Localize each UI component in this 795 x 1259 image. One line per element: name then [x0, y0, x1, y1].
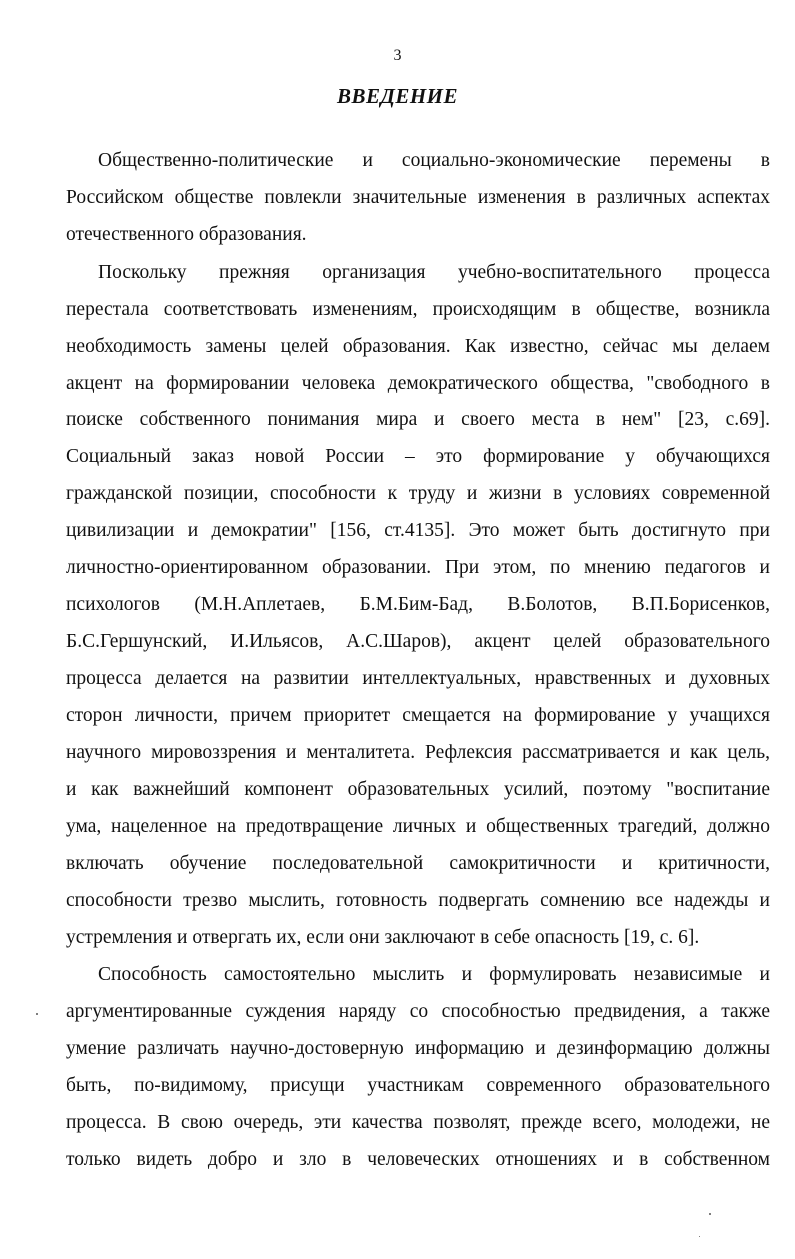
paragraph-line: гражданской позиции, способности к труду и жизни в условиях современной: [66, 483, 770, 504]
paragraph-line: Б.С.Гершунский, И.Ильясов, А.С.Шаров), акцент целей образовательного: [66, 631, 770, 652]
section-heading: ВВЕДЕНИЕ: [336, 84, 459, 108]
paragraph-line: Поскольку прежняя организация учебно-воспитательного процесса: [98, 262, 770, 283]
paragraph-line: психологов (М.Н.Аплетаев, Б.М.Бим-Бад, В.Болотов, В.П.Борисенков,: [66, 594, 770, 615]
paragraph-line: и как важнейший компонент образовательных усилий, поэтому "воспитание: [66, 779, 770, 800]
paragraph-line: перестала соответствовать изменениям, происходящим в обществе, возникла: [66, 299, 770, 320]
paragraph-line: Российском обществе повлекли значительные изменения в различных аспектах: [66, 187, 770, 208]
paragraph-line: процесса. В свою очередь, эти качества позволят, прежде всего, молодежи, не: [66, 1112, 770, 1133]
paragraph-line: личностно-ориентированном образовании. При этом, по мнению педагогов и: [66, 557, 770, 578]
paragraph-line: только видеть добро и зло в человеческих отношениях и в собственном: [66, 1149, 770, 1170]
paragraph-line: ума, нацеленное на предотвращение личных и общественных трагедий, должно: [66, 816, 770, 837]
paragraph-line: процесса делается на развитии интеллектуальных, нравственных и духовных: [66, 668, 770, 689]
scan-speck: [709, 1213, 711, 1215]
paragraph-line: аргументированные суждения наряду со способностью предвидения, а также: [66, 1001, 770, 1022]
paragraph-line: умение различать научно-достоверную информацию и дезинформацию должны: [66, 1038, 770, 1059]
paragraph-line: Способность самостоятельно мыслить и формулировать независимые и: [98, 964, 770, 985]
paragraph-line: способности трезво мыслить, готовность подвергать сомнению все надежды и: [66, 890, 770, 911]
paragraph-line: включать обучение последовательной самокритичности и критичности,: [66, 853, 770, 874]
paragraph-line: сторон личности, причем приоритет смещается на формирование у учащихся: [66, 705, 770, 726]
paragraph-line: научного мировоззрения и менталитета. Рефлексия рассматривается и как цель,: [66, 742, 770, 763]
paragraph-line: Общественно-политические и социально-экономические перемены в: [98, 150, 770, 171]
paragraph-line: поиске собственного понимания мира и своего места в нем" [23, с.69].: [66, 409, 770, 430]
scan-speck: [699, 1236, 700, 1237]
paragraph-line: отечественного образования.: [66, 224, 307, 245]
paragraph-line: Социальный заказ новой России – это формирование у обучающихся: [66, 446, 770, 467]
paragraph-line: цивилизации и демократии" [156, ст.4135]. Это может быть достигнуто при: [66, 520, 770, 541]
paragraph-line: акцент на формировании человека демократического общества, "свободного в: [66, 373, 770, 394]
paragraph-line: устремления и отвергать их, если они заключают в себе опасность [19, с. 6].: [66, 927, 700, 948]
paragraph-line: быть, по-видимому, присущи участникам современного образовательного: [66, 1075, 770, 1096]
page-number: 3: [393, 47, 402, 64]
paragraph-line: необходимость замены целей образования. Как известно, сейчас мы делаем: [66, 336, 770, 357]
scan-speck: [36, 1013, 38, 1015]
